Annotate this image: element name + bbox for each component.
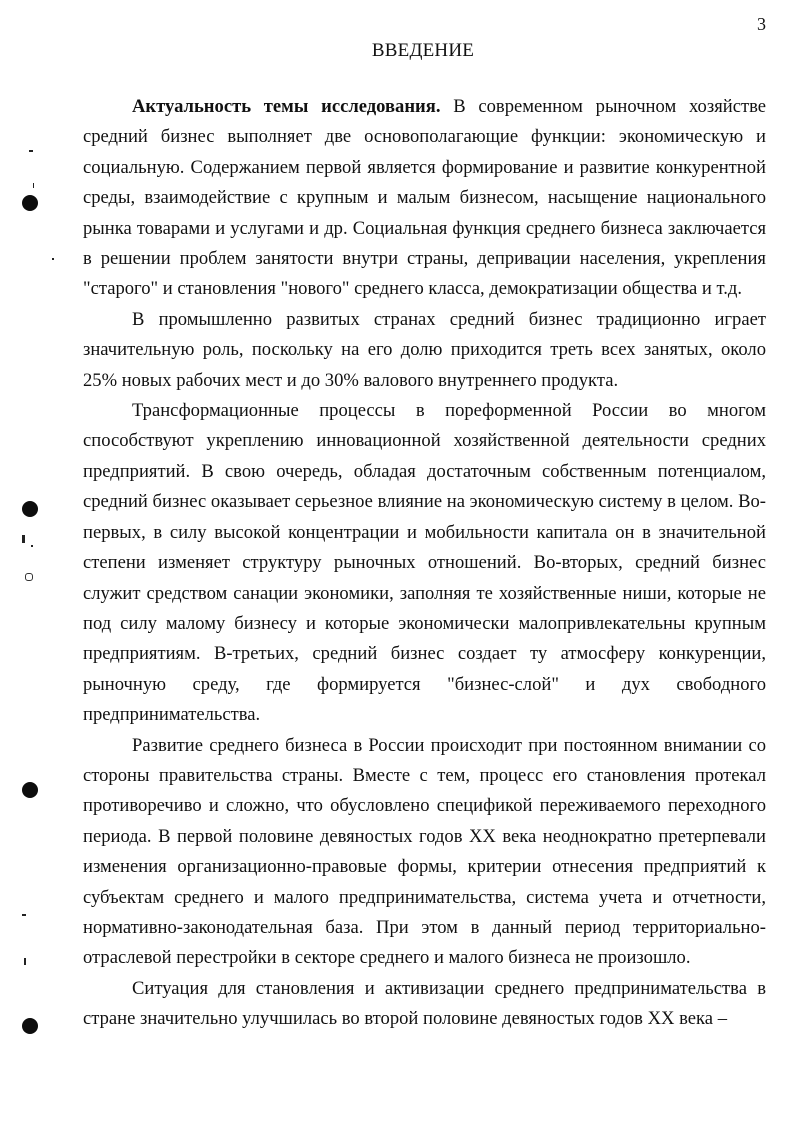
paragraph-4: Развитие среднего бизнеса в России происходит при постоянном внимании со стороны правительства страны. Вместе с тем, процесс его становления протекал противоречиво и сложно, что обусловлено спецификой переживаемого переходного периода. В первой половине девяностых годов XX века неоднократно претерпевали изменения организационно-правовые формы, критерии отнесения предприятий к субъектам среднего и малого предпринимательства, система учета и отчетности, нормативно-законодательная база. При этом в данный период территориально-отраслевой перестройки в секторе среднего и малого бизнеса не произошло. — [83, 734, 766, 969]
paragraph-1 — [83, 92, 766, 305]
scan-speck — [24, 958, 26, 965]
section-heading: ВВЕДЕНИЕ — [371, 40, 475, 61]
page-number: 3 — [757, 14, 766, 34]
scan-speck — [25, 573, 33, 581]
scan-speck — [29, 150, 33, 152]
paragraph-2: В промышленно развитых странах средний бизнес традиционно играет значительную роль, поскольку на его долю приходится треть всех занятых, около 25% новых рабочих мест и до 30% валового внутреннего продукта. — [83, 308, 766, 391]
scan-speck — [22, 535, 25, 543]
paragraph-1-text: В современном рыночном хозяйстве средний бизнес выполняет две основополагающие функции: экономическую и социальную. Содержанием первой является формирование и развитие конкурентной среды, взаимодействие с крупным и малым бизнесом, насыщение национального рынка товарами и услугами и др. Социальная функция среднего бизнеса заключается в решении проблем занятости внутри страны, депривации населения, укрепления "старого" и становления "нового" среднего класса, демократизации общества и т.д. — [83, 96, 766, 300]
scan-speck — [52, 258, 54, 260]
scan-speck — [22, 914, 26, 916]
punch-hole-2 — [22, 501, 38, 517]
scan-speck — [33, 183, 34, 188]
paragraph-1-lead: Актуальность темы исследования. — [132, 96, 441, 117]
paragraph-3: Трансформационные процессы в пореформенной России во многом способствуют укреплению инновационной хозяйственной деятельности средних предприятий. В свою очередь, обладая достаточным собственным потенциалом, средний бизнес оказывает серьезное влияние на экономическую систему в целом. Во-первых, в силу высокой концентрации и мобильности капитала он в значительной степени изменяет структуру рыночных отношений. Во-вторых, средний бизнес служит средством санации экономики, заполняя те хозяйственные ниши, которые не под силу малому бизнесу и которые экономически малопривлекательны крупным предприятиям. В-третьих, средний бизнес создает ту атмосферу конкуренции, рыночную среду, где формируется "бизнес-слой" и дух свободного предпринимательства. — [83, 400, 766, 726]
punch-hole-1 — [22, 195, 38, 211]
paragraph-5: Ситуация для становления и активизации среднего предпринимательства в стране значительно улучшилась во второй половине девяностых годов XX века – — [83, 977, 766, 1030]
scan-speck — [31, 545, 33, 547]
body-text — [83, 92, 766, 1035]
punch-hole-3 — [22, 782, 38, 798]
punch-hole-4 — [22, 1018, 38, 1034]
